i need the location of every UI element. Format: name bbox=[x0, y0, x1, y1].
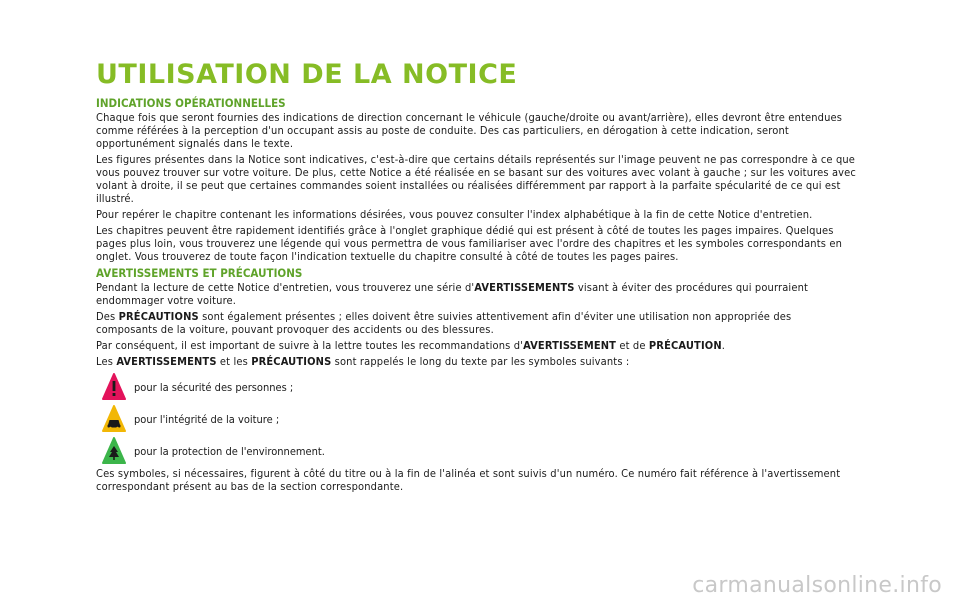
text-run: et les bbox=[216, 355, 252, 368]
vehicle-integrity-icon bbox=[102, 405, 126, 433]
keyword-precautions: PRÉCAUTIONS bbox=[251, 355, 332, 368]
symbol-row-vehicle bbox=[96, 403, 856, 435]
person-safety-warning-icon bbox=[102, 373, 126, 401]
text-run: sont également présentes ; elles doivent être suivies attentivement afin d'éviter une utilisation non appropriée des composants de la voiture, pouvant provoquer des accidents ou des blessures. bbox=[96, 310, 792, 336]
text-run: Par conséquent, il est important de suivre à la lettre toutes les recommandations d' bbox=[96, 339, 524, 352]
keyword-precautions: PRÉCAUTIONS bbox=[118, 310, 199, 323]
paragraph: Ces symboles, si nécessaires, figurent à côté du titre ou à la fin de l'alinéa et sont suivis d'un numéro. Ce numéro fait référence à l'avertissement correspondant présent au bas de la section correspondante. bbox=[96, 467, 841, 493]
keyword-warnings: AVERTISSEMENTS bbox=[474, 281, 575, 294]
text-run: Des bbox=[96, 310, 119, 323]
paragraph bbox=[96, 339, 856, 352]
keyword-precaution: PRÉCAUTION bbox=[648, 339, 722, 352]
text-run: Pendant la lecture de cette Notice d'entretien, vous trouverez une série d' bbox=[96, 281, 475, 294]
paragraph bbox=[96, 281, 856, 307]
paragraph bbox=[96, 310, 856, 336]
page-title: UTILISATION DE LA NOTICE bbox=[96, 59, 518, 90]
symbol-label: pour l'intégrité de la voiture ; bbox=[134, 412, 280, 426]
manual-page bbox=[96, 58, 856, 496]
section-heading-operational: INDICATIONS OPÉRATIONNELLES bbox=[96, 96, 286, 110]
paragraph bbox=[96, 355, 856, 368]
symbol-row-environment bbox=[96, 435, 856, 467]
section-heading-warnings: AVERTISSEMENTS ET PRÉCAUTIONS bbox=[96, 266, 303, 280]
paragraph: Pour repérer le chapitre contenant les informations désirées, vous pouvez consulter l'index alphabétique à la fin de cette Notice d'entretien. bbox=[96, 208, 813, 221]
text-run: . bbox=[721, 339, 726, 352]
paragraph: Les figures présentes dans la Notice sont indicatives, c'est-à-dire que certains détails représentés sur l'image peuvent ne pas correspondre à ce que vous pouvez trouver sur votre voiture. De plus, cette Notice a été réalisée en se basant sur des voitures avec volant à gauche ; sur les voitures avec volant à droite, il se peut que certaines commandes soient installées ou réalisées différemment par rapport à la parfaite spécularité de ce qui est illustré. bbox=[96, 153, 856, 205]
symbol-label: pour la protection de l'environnement. bbox=[134, 444, 325, 458]
watermark: carmanualsonline.info bbox=[692, 573, 942, 598]
text-run: Les bbox=[96, 355, 117, 368]
text-run: et de bbox=[616, 339, 649, 352]
symbol-row-safety bbox=[96, 371, 856, 403]
keyword-warning: AVERTISSEMENT bbox=[523, 339, 617, 352]
environment-protection-icon bbox=[102, 437, 126, 465]
text-run: sont rappelés le long du texte par les symboles suivants : bbox=[331, 355, 630, 368]
keyword-warnings: AVERTISSEMENTS bbox=[116, 355, 217, 368]
paragraph: Chaque fois que seront fournies des indications de direction concernant le véhicule (gauche/droite ou avant/arrière), elles devront être entendues comme référées à la perception d'un occupant assis au poste de conduite. Des cas particuliers, en dérogation à cette indication, seront opportunément signalés dans le texte. bbox=[96, 111, 843, 150]
paragraph: Les chapitres peuvent être rapidement identifiés grâce à l'onglet graphique dédié qui est présent à côté de toutes les pages impaires. Quelques pages plus loin, vous trouverez une légende qui vous permettra de vous familiariser avec l'ordre des chapitres et les symboles correspondants en onglet. Vous trouverez de toute façon l'indication textuelle du chapitre consulté à côté de toutes les pages paires. bbox=[96, 224, 843, 263]
symbol-label: pour la sécurité des personnes ; bbox=[134, 380, 294, 394]
text-run: visant à éviter des procédures qui pourraient endommager votre voiture. bbox=[96, 281, 809, 307]
